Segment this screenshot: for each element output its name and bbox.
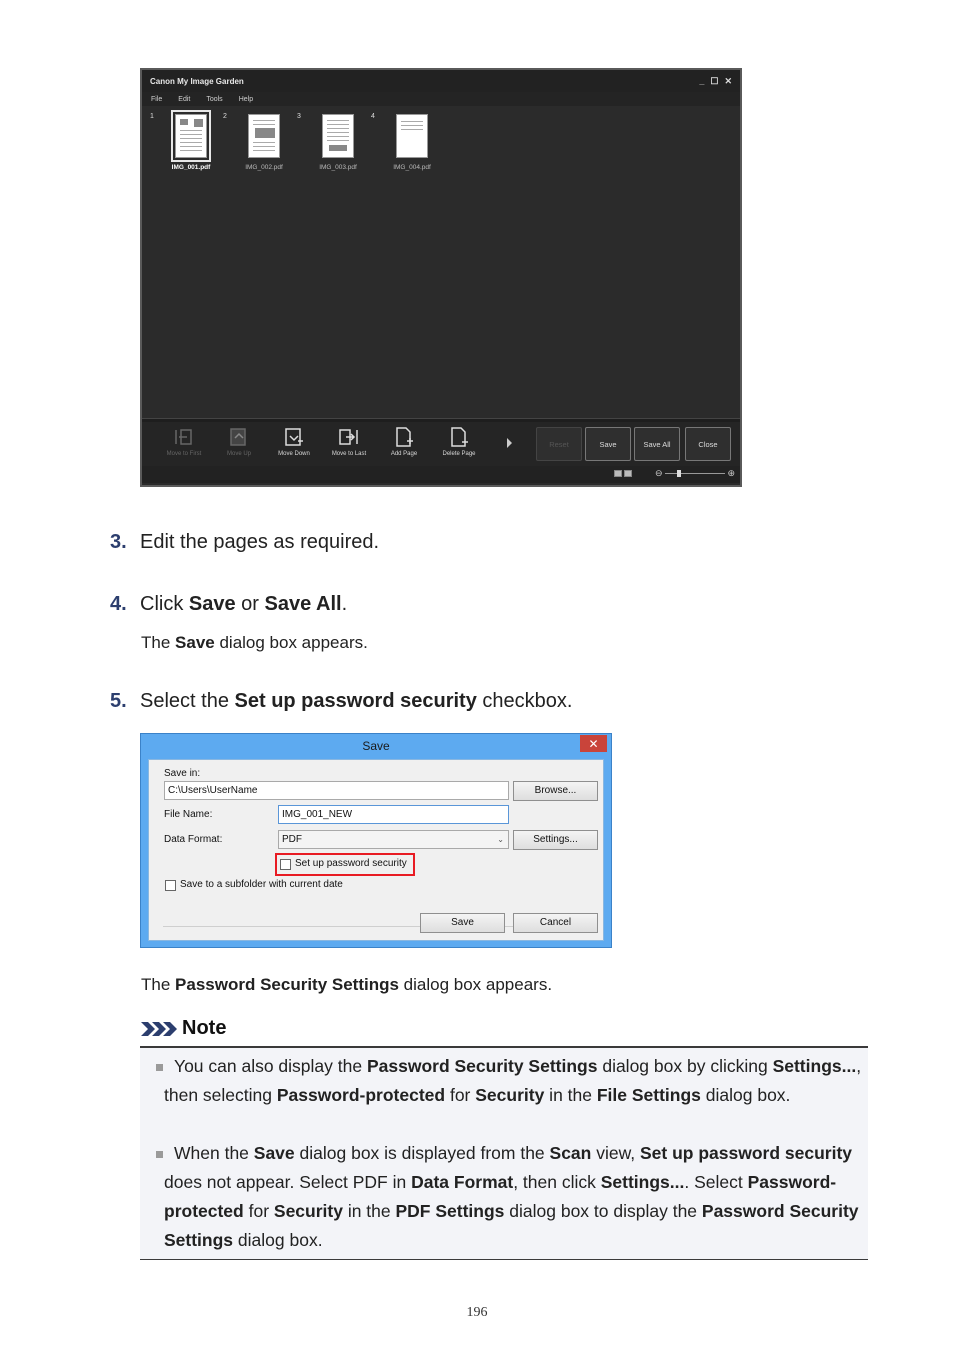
- text: dialog box appears.: [398, 975, 553, 994]
- step-5: [110, 690, 572, 713]
- app-menubar: [142, 92, 740, 106]
- save-in-label: Save in:: [164, 768, 201, 779]
- minimize-icon[interactable]: _: [699, 75, 705, 86]
- note-item: [164, 1052, 864, 1110]
- move-up-icon: [228, 426, 250, 448]
- app-statusbar: [142, 466, 740, 483]
- step-number: 4.: [110, 593, 127, 615]
- delete-page-button[interactable]: [431, 426, 487, 458]
- tool-label: Move to Last: [331, 451, 367, 457]
- text: You can also display the: [174, 1056, 367, 1076]
- menu-edit[interactable]: Edit: [178, 95, 191, 103]
- dialog-cancel-button[interactable]: Cancel: [513, 913, 598, 933]
- window-controls: [699, 76, 732, 87]
- text: dialog box appears.: [214, 633, 368, 652]
- bold-text: Password-protected: [276, 1085, 446, 1105]
- text: dialog box by clicking: [597, 1056, 773, 1076]
- step-number: 5.: [110, 690, 127, 712]
- thumbnail-number: 1: [150, 113, 154, 120]
- text: , then selecting: [164, 1056, 862, 1105]
- text: for: [445, 1085, 476, 1105]
- text: in the: [342, 1201, 396, 1221]
- move-to-last-icon: [338, 426, 360, 448]
- move-up-button[interactable]: [211, 426, 267, 458]
- move-to-first-icon: [173, 426, 195, 448]
- bold-text: Save: [175, 633, 215, 652]
- page-preview-icon: [248, 114, 280, 158]
- play-icon[interactable]: [507, 438, 512, 448]
- file-name-input[interactable]: IMG_001_NEW: [278, 805, 509, 824]
- text: dialog box.: [700, 1085, 791, 1105]
- zoom-handle[interactable]: [677, 470, 681, 477]
- text: does not appear. Select PDF in: [164, 1172, 412, 1192]
- menu-tools[interactable]: Tools: [206, 95, 223, 103]
- bold-text: File Settings: [596, 1085, 701, 1105]
- dialog-title: Save: [362, 739, 390, 753]
- app-title: Canon My Image Garden: [150, 76, 244, 86]
- page-thumbnail[interactable]: [150, 110, 226, 171]
- step-text: Edit the pages as required.: [140, 531, 380, 553]
- text: The: [141, 975, 176, 994]
- maximize-icon[interactable]: ☐: [710, 75, 719, 86]
- zoom-out-icon[interactable]: ⊖: [655, 468, 663, 478]
- step-3: [110, 531, 379, 554]
- dialog-titlebar: [141, 734, 611, 758]
- delete-page-icon: [448, 426, 470, 448]
- close-icon[interactable]: ✕: [724, 75, 732, 86]
- tool-label: Add Page: [390, 451, 418, 457]
- text: view,: [591, 1143, 640, 1163]
- zoom-in-icon[interactable]: ⊕: [727, 468, 735, 478]
- bold-text: Save: [253, 1143, 295, 1163]
- step-number: 3.: [110, 531, 127, 553]
- note-heading: [140, 1017, 226, 1040]
- text: in the: [544, 1085, 597, 1105]
- bold-text: Scan: [549, 1143, 592, 1163]
- note-title: Note: [182, 1017, 227, 1039]
- text: dialog box to display the: [504, 1201, 702, 1221]
- thumbnail-label: IMG_001.pdf: [171, 164, 211, 171]
- menu-help[interactable]: Help: [238, 95, 254, 103]
- tool-label: Delete Page: [442, 451, 476, 457]
- step-text: Select the: [140, 690, 235, 712]
- thumbnail-label: IMG_004.pdf: [393, 164, 431, 171]
- page-thumbnail[interactable]: [223, 110, 299, 171]
- password-security-checkbox[interactable]: [280, 859, 291, 870]
- text: When the: [174, 1143, 254, 1163]
- zoom-track: [665, 473, 725, 474]
- page-preview-icon: [175, 114, 207, 158]
- thumbnail-number: 4: [371, 113, 375, 120]
- step-bold: Save: [188, 593, 236, 615]
- grid-view-icon[interactable]: [624, 470, 632, 477]
- bold-text: Password Security Settings: [164, 1201, 859, 1250]
- tool-label: Move Up: [226, 451, 251, 457]
- bold-text: PDF Settings: [395, 1201, 505, 1221]
- view-toggle[interactable]: [614, 470, 632, 477]
- subfolder-checkbox[interactable]: [165, 880, 176, 891]
- step-text: Click: [140, 593, 189, 615]
- password-security-label[interactable]: Set up password security: [295, 858, 407, 869]
- note-box: [140, 1046, 868, 1260]
- subfolder-label[interactable]: Save to a subfolder with current date: [180, 879, 343, 890]
- bullet-icon: [156, 1064, 163, 1071]
- app-titlebar: [142, 70, 740, 92]
- page-thumbnail[interactable]: [371, 110, 447, 171]
- text: . Select: [684, 1172, 748, 1192]
- thumbnail-label: IMG_003.pdf: [319, 164, 357, 171]
- save-button[interactable]: Save: [585, 427, 631, 461]
- data-format-value: PDF: [282, 834, 302, 845]
- thumbnail-area: [142, 106, 740, 418]
- text: dialog box.: [233, 1230, 323, 1250]
- edit-toolbar: [142, 422, 740, 466]
- close-button[interactable]: Close: [685, 427, 731, 461]
- page-number: 196: [466, 1305, 488, 1320]
- text: , then click: [513, 1172, 601, 1192]
- file-name-label: File Name:: [164, 809, 213, 820]
- save-all-button[interactable]: Save All: [634, 427, 680, 461]
- thumbnail-label: IMG_002.pdf: [245, 164, 283, 171]
- bold-text: Password-protected: [164, 1172, 837, 1221]
- text: The: [141, 633, 176, 652]
- move-down-icon: [283, 426, 305, 448]
- browse-button[interactable]: Browse...: [513, 781, 598, 801]
- page-thumbnail[interactable]: [297, 110, 373, 171]
- page-preview-icon: [396, 114, 428, 158]
- add-page-icon: [393, 426, 415, 448]
- page-preview-icon: [322, 114, 354, 158]
- bold-text: Data Format: [411, 1172, 514, 1192]
- add-page-button[interactable]: [376, 426, 432, 458]
- note-chevrons-icon: [140, 1020, 178, 1038]
- step-text: checkbox.: [476, 690, 573, 712]
- step-4-description: [141, 633, 368, 653]
- reset-button[interactable]: Reset: [536, 427, 582, 461]
- step-bold: Save All: [264, 593, 342, 615]
- settings-button[interactable]: Settings...: [513, 830, 598, 850]
- thumbnail-number: 2: [223, 113, 227, 120]
- move-to-first-button[interactable]: [156, 426, 212, 458]
- zoom-slider[interactable]: [655, 469, 735, 479]
- data-format-label: Data Format:: [164, 834, 223, 845]
- bold-text: Settings...: [600, 1172, 685, 1192]
- dialog-body: [148, 759, 604, 941]
- image-garden-window: [140, 68, 742, 487]
- text: for: [243, 1201, 274, 1221]
- save-dialog: [140, 733, 612, 948]
- move-down-button[interactable]: [266, 426, 322, 458]
- bold-text: Password Security Settings: [366, 1056, 598, 1076]
- thumbnail-number: 3: [297, 113, 301, 120]
- note-item: [164, 1139, 864, 1255]
- save-in-field[interactable]: C:\Users\UserName: [164, 781, 509, 800]
- bold-text: Security: [475, 1085, 545, 1105]
- bold-text: Password Security Settings: [175, 975, 399, 994]
- dialog-close-button[interactable]: ✕: [580, 735, 607, 752]
- menu-file[interactable]: File: [151, 95, 163, 103]
- bold-text: Set up password security: [640, 1143, 853, 1163]
- bullet-icon: [156, 1151, 163, 1158]
- step-text: or: [235, 593, 265, 615]
- chevron-down-icon: ⌄: [497, 835, 504, 844]
- data-format-select[interactable]: [278, 830, 509, 849]
- text: dialog box is displayed from the: [294, 1143, 550, 1163]
- bold-text: Security: [273, 1201, 343, 1221]
- step-5-description: [141, 975, 552, 995]
- step-bold: Set up password security: [234, 690, 477, 712]
- tool-label: Move to First: [166, 451, 202, 457]
- move-to-last-button[interactable]: [321, 426, 377, 458]
- list-view-icon[interactable]: [614, 470, 622, 477]
- bold-text: Settings...: [772, 1056, 857, 1076]
- tool-label: Move Down: [278, 451, 310, 457]
- step-text: .: [341, 593, 348, 615]
- step-4: [110, 593, 347, 616]
- dialog-save-button[interactable]: Save: [420, 913, 505, 933]
